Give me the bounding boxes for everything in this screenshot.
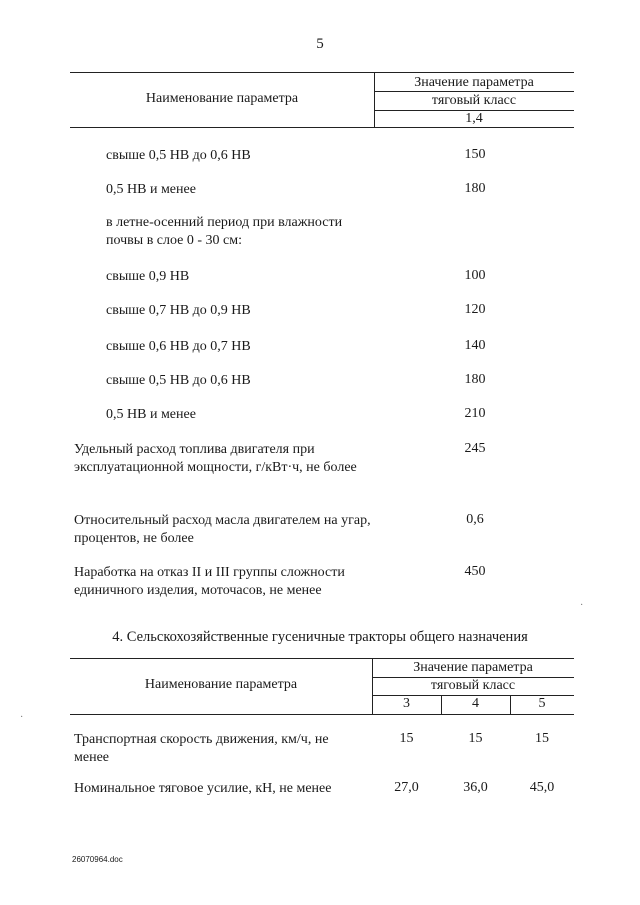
table-row-value: 15 <box>468 731 483 746</box>
table1-value-col-header: Значение параметра <box>414 75 534 90</box>
table-row-label: Относительный расход масла двигателем на угар, процентов, не более <box>74 513 371 546</box>
table-row-value: 15 <box>399 731 414 746</box>
table-row-value: 210 <box>464 406 486 421</box>
table-row-label: свыше 0,5 НВ до 0,6 НВ <box>106 148 251 163</box>
table-row-value: 27,0 <box>394 780 419 795</box>
table-row-value: 180 <box>464 372 486 387</box>
table2-class-label: тяговый класс <box>430 678 516 693</box>
table-row-value: 120 <box>464 302 486 317</box>
table-row-value: 100 <box>464 268 486 283</box>
table1-top-rule <box>70 72 574 73</box>
table2-top-rule <box>70 658 574 659</box>
table-row-label: Наработка на отказ II и III группы сложности единичного изделия, моточасов, не менее <box>74 565 345 598</box>
table1-header-bottom-rule <box>70 127 574 128</box>
table-row-value: 150 <box>464 147 486 162</box>
table1-class-label: тяговый класс <box>431 93 517 108</box>
table-row-value: 45,0 <box>529 780 555 795</box>
table1-header-subrule <box>374 91 574 92</box>
table-row-label: Номинальное тяговое усилие, кН, не менее <box>74 781 332 796</box>
scan-speck: · <box>20 712 24 723</box>
table-row-value: 245 <box>464 441 486 456</box>
table-row-value: 450 <box>464 564 486 579</box>
section-title: 4. Сельскохозяйственные гусеничные тракторы общего назначения <box>112 629 528 645</box>
table1-name-col-header: Наименование параметра <box>145 91 299 106</box>
table-row-value: 140 <box>464 338 486 353</box>
table2-class-value: 3 <box>403 696 410 711</box>
table1-class-value: 1,4 <box>465 111 483 126</box>
table-row-label: в летне-осенний период при влажности почвы в слое 0 - 30 см: <box>106 215 343 248</box>
table-row-value: 15 <box>535 731 549 746</box>
table-row-label: свыше 0,5 НВ до 0,6 НВ <box>106 373 251 388</box>
table-row-label: Транспортная скорость движения, км/ч, не менее <box>74 732 329 765</box>
table-row-label: свыше 0,6 НВ до 0,7 НВ <box>106 339 251 354</box>
table-row-value: 0,6 <box>466 512 484 527</box>
scan-speck: · <box>580 600 584 611</box>
table-row-value: 180 <box>464 181 486 196</box>
page-number: 5 <box>316 36 324 52</box>
table2-class-value: 5 <box>538 696 546 711</box>
table-row-label: свыше 0,7 НВ до 0,9 НВ <box>106 303 251 318</box>
table-row-label: свыше 0,9 НВ <box>106 269 190 284</box>
table-row-value: 36,0 <box>463 780 488 795</box>
table2-name-col-header: Наименование параметра <box>144 677 298 692</box>
table-row-label: 0,5 НВ и менее <box>106 407 196 422</box>
table2-header-bottom-rule <box>70 714 574 715</box>
table-row-label: Удельный расход топлива двигателя при эксплуатационной мощности, г/кВт·ч, не более <box>74 442 357 475</box>
table2-class-value: 4 <box>472 696 479 711</box>
footer-filename: 26070964.doc <box>72 855 123 864</box>
table-row-label: 0,5 НВ и менее <box>106 182 196 197</box>
table2-value-col-header: Значение параметра <box>413 660 533 675</box>
